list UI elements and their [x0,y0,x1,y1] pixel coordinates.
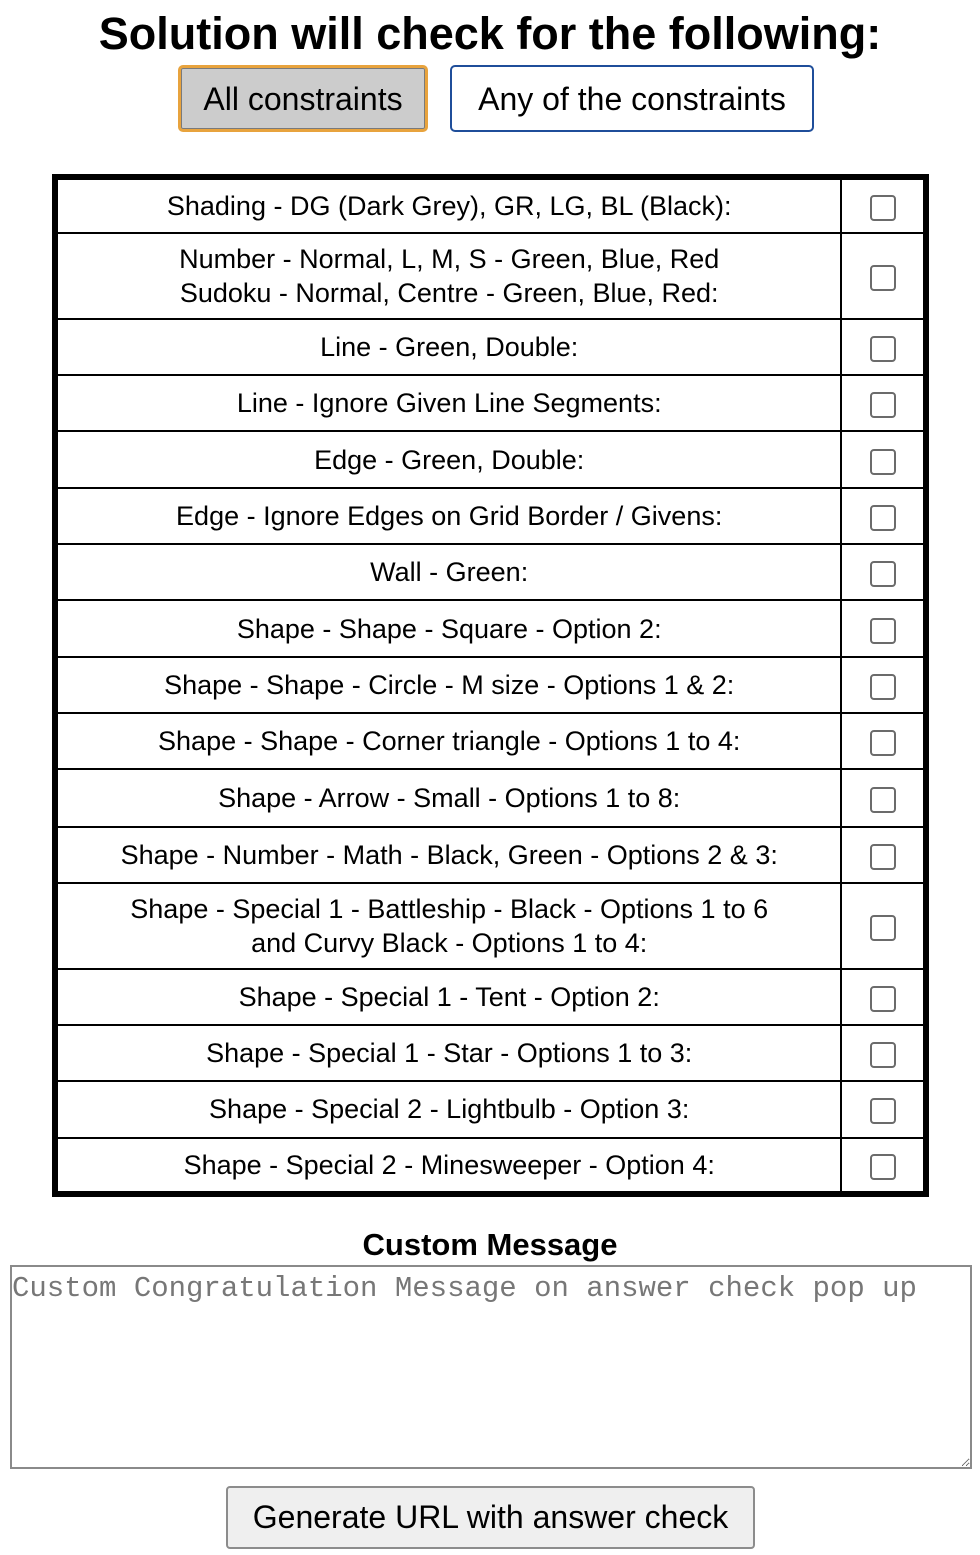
constraint-checkbox[interactable] [870,1042,896,1068]
constraint-row [55,827,926,883]
constraint-label: Shape - Shape - Circle - M size - Options 1 & 2: [55,657,841,713]
constraint-check-cell [841,600,926,656]
constraint-label: Line - Ignore Given Line Segments: [55,375,841,431]
constraint-check-cell [841,713,926,769]
constraint-checkbox[interactable] [870,1098,896,1124]
constraint-row [55,969,926,1025]
page-title: Solution will check for the following: [98,8,882,59]
constraint-row [55,319,926,375]
custom-message-title: Custom Message [362,1227,618,1262]
constraint-checkbox[interactable] [870,674,896,700]
constraint-label-line: Number - Normal, L, M, S - Green, Blue, Red [179,244,720,275]
constraint-row [55,1081,926,1137]
constraint-row [55,177,926,233]
constraint-check-cell [841,1025,926,1081]
constraint-check-cell [841,883,926,969]
constraint-label-line: Sudoku - Normal, Centre - Green, Blue, Red: [179,278,719,309]
constraint-check-cell [841,488,926,544]
constraint-label: Edge - Ignore Edges on Grid Border / Givens: [55,488,841,544]
constraint-checkbox[interactable] [870,392,896,418]
constraint-label-line: Shape - Special 1 - Battleship - Black - Options 1 to 6 [130,893,769,924]
constraint-check-cell [841,657,926,713]
custom-message-input[interactable] [10,1265,972,1469]
constraint-label: Shape - Shape - Square - Option 2: [55,600,841,656]
constraint-checkbox[interactable] [870,618,896,644]
constraint-row [55,600,926,656]
constraint-checkbox[interactable] [870,561,896,587]
constraint-checkbox[interactable] [870,265,896,291]
constraint-row [55,769,926,826]
constraint-label [55,233,841,319]
constraint-label: Shading - DG (Dark Grey), GR, LG, BL (Black): [55,177,841,233]
constraint-check-cell [841,769,926,826]
constraint-check-cell [841,827,926,883]
constraint-check-cell [841,544,926,600]
constraint-check-cell [841,233,926,319]
constraint-row [55,713,926,769]
constraint-row [55,544,926,600]
constraints-table [52,174,929,1197]
constraint-mode-toggle [0,65,980,133]
constraint-row [55,883,926,969]
constraint-label-line: and Curvy Black - Options 1 to 4: [251,927,648,958]
constraint-check-cell [841,1081,926,1137]
constraint-row [55,1138,926,1194]
constraint-label: Shape - Shape - Corner triangle - Options 1 to 4: [55,713,841,769]
constraint-checkbox[interactable] [870,505,896,531]
constraint-check-cell [841,319,926,375]
constraint-label: Shape - Special 2 - Minesweeper - Option 4: [55,1138,841,1194]
constraint-checkbox[interactable] [870,1154,896,1180]
constraint-check-cell [841,431,926,487]
constraint-label: Edge - Green, Double: [55,431,841,487]
constraint-checkbox[interactable] [870,787,896,813]
constraint-check-cell [841,969,926,1025]
constraint-label: Wall - Green: [55,544,841,600]
generate-url-button[interactable]: Generate URL with answer check [226,1486,755,1549]
constraint-row [55,233,926,319]
constraint-label: Shape - Special 1 - Tent - Option 2: [55,969,841,1025]
constraint-row [55,431,926,487]
constraint-label: Shape - Special 1 - Star - Options 1 to 3: [55,1025,841,1081]
constraint-check-cell [841,1138,926,1194]
constraint-checkbox[interactable] [870,336,896,362]
constraint-label: Line - Green, Double: [55,319,841,375]
constraint-checkbox[interactable] [870,915,896,941]
any-constraints-button[interactable]: Any of the constraints [450,65,814,132]
constraint-checkbox[interactable] [870,449,896,475]
constraint-checkbox[interactable] [870,986,896,1012]
constraint-row [55,657,926,713]
constraint-row [55,488,926,544]
constraint-checkbox[interactable] [870,730,896,756]
constraint-label [55,883,841,969]
constraint-checkbox[interactable] [870,844,896,870]
constraint-row [55,1025,926,1081]
constraint-check-cell [841,375,926,431]
constraint-row [55,375,926,431]
constraint-label: Shape - Number - Math - Black, Green - Options 2 & 3: [55,827,841,883]
constraint-check-cell [841,177,926,233]
constraint-label: Shape - Arrow - Small - Options 1 to 8: [55,769,841,826]
constraint-label: Shape - Special 2 - Lightbulb - Option 3: [55,1081,841,1137]
all-constraints-button[interactable]: All constraints [178,65,428,132]
constraint-checkbox[interactable] [870,195,896,221]
